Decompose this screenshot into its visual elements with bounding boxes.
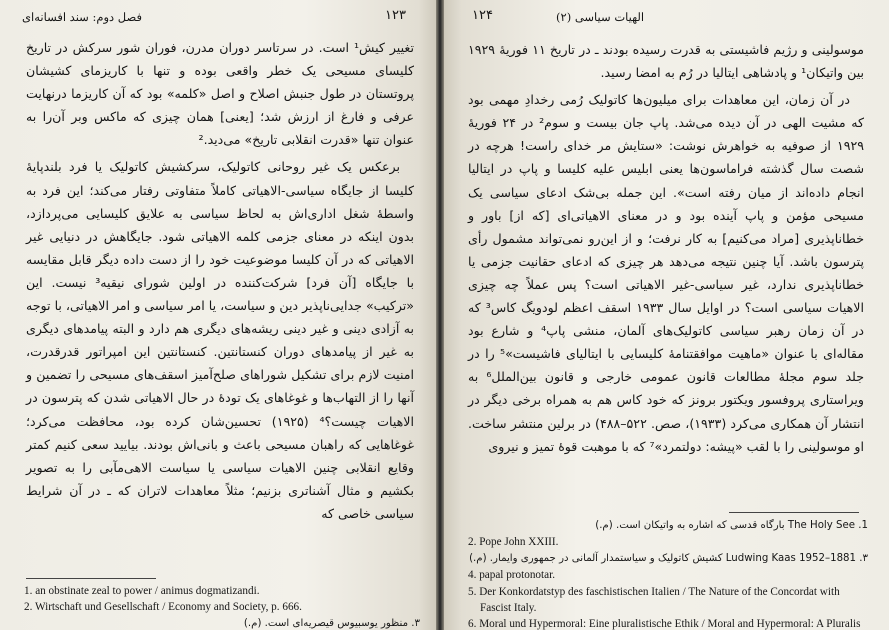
left-paragraph-1: تغییر کیش¹ است. در سرتاسر دوران مدرن، فوران شور سرکش در تاریخ کلیسای مسیحی یک خطر واقعی بوده و تنها با کاریزمای کشیشان پروتستان در طول جنبش اصلاح و اصل «کلمه» بود که آن کاریزما درنهایت عرفی و فارغ از ارزش شد؛ [یعنی] همان چیزی که ماکس وبر آن‌را به عنوان تنها «قدرت انقلابی تاریخ» می‌دید.² xyxy=(26,40,414,148)
left-footnotes xyxy=(24,583,420,630)
left-footnote-3: ۳. منظور یوسبیوس قیصریه‌ای است. (م.) xyxy=(243,617,420,629)
right-footnote-6: 6. Moral und Hypermoral: Eine pluralistische Ethik / Moral and Hypermoral: A Pluralis xyxy=(468,618,861,630)
right-footnote-3: ۳. Ludwing Kaas 1952–1881 کشیش کاتولیک و سیاستمدار آلمانی در جمهوری وایمار. (م.) xyxy=(469,552,868,564)
right-footnote-4: 4. papal protonotar. xyxy=(468,569,555,582)
book-gutter xyxy=(436,0,444,630)
right-footnote-rule xyxy=(729,512,859,513)
left-running-title: فصل دوم: سند افسانه‌ای xyxy=(22,10,142,24)
left-paragraph-2: برعکس یک غیر روحانی کاتولیک، سرکشیش کاتولیک یا فرد بلندپایهٔ کلیسا از جایگاه سیاسی-الاهیاتی کاملاً متفاوتی رفتار می‌کند؛ این فرد به واسطهٔ شغل اداری‌اش به لحاظ سیاسی به علایق کلیسایی می‌پردازد، بدون اینکه در معنای جزمی کلمه الاهیاتی شود. جایگاهش در دنیایی غیر الاهیاتی که در آن کلیسا موضوعیت خود را از دست داده دیگر قابل مقایسه با جایگاه [آن فرد] شرکت‌کننده در اولین شورای نیقیه³ نیست. این «ترکیب» جدایی‌ناپذیر دین و سیاست، یا امر سیاسی و امر الاهیاتی، با توجه به آزادی دینی و غیر دینی ریشه‌های دیگری هم دارد و البته پیامدهای دیگری به غیر از پیامدهای دوران کنستانتین. کنستانتین این امپراتور قدرقدرت، امنیت لازم برای تشکیل شوراهای صلح‌آمیز اسقف‌های مسیحی را تضمین و آنها را از التهاب‌ها و غوغاهای یک تودهٔ در حال الاهیاتی شدن که پترسون در الاهیات چیست؟⁴ (۱۹۲۵) تحسین‌شان کرده بود، محافظت می‌کرد؛ غوغاهایی که راهبان مسیحی باعث و بانی‌اش بودند. بیایید سعی کنیم کمتر وقایع انقلابی چنین الاهیات سیاسی یا سیاست الاهی‌مآبی را به تصویر بکشیم و مثال آشناتری بزنیم؛ مثلاً معاهدات لاتران که ـ در آن شرایط سیاسی خاصی که xyxy=(26,159,414,521)
left-body-text xyxy=(26,36,414,529)
right-footnotes xyxy=(468,518,868,630)
right-page-number: ۱۲۴ xyxy=(472,8,493,23)
left-footnote-1: 1. an obstinate zeal to power / animus dogmatizandi. xyxy=(24,585,260,597)
right-footnote-2: 2. Pope John XXIII. xyxy=(468,536,559,549)
right-footnote-5-continued: Fascist Italy. xyxy=(480,602,537,615)
right-paragraph-2: در آن زمان، این معاهدات برای میلیون‌ها کاتولیک رُمی رخدادِ مهمی بود که مشیت الهی در آن دیده می‌شد. پاپ جان بیست و سوم² در ۲۴ فوریهٔ ۱۹۲۹ از صوفیه به خواهرش نوشت: «ستایش مر خدای راست! هرچه در شصت سال گذشته فراماسون‌ها یعنی ابلیس علیه کلیسا و پاپ در ایتالیا انجام داده‌اند از میان رفته است». این جمله بی‌شک ادعای سیاسی یک مسیحی مؤمن و پاپ آینده بود و در معنای الاهیاتی‌ای [که از] باور و خطاناپذیری [مراد می‌کنیم] به کار نرفت؛ و از این‌رو نمی‌تواند مشمول رأی پترسون باشد. آیا چنین نتیجه می‌دهد هر چیزی که ادعای حقانیت جزمی یا خطاناپذیری ندارد، غیر سیاسی-غیر الاهیاتی است؟ پس عملاً چه چیزی الاهیات سیاسی است؟ در اوایل سال ۱۹۳۳ اسقف اعظم لودویگ کاس³ که در آن زمان رهبر سیاسی کاتولیک‌های آلمان، منشی پاپ⁴ و شارع بود مقاله‌ای با عنوان «ماهیت موافقتنامهٔ کلیسایی با ایتالیای فاشیست»⁵ را در جلد سوم مجلهٔ مطالعات قانون عمومی خارجی و قانون بین‌الملل⁶ به ویراستاری پروفسور ویکتور برونز که خود کاس هم به همراه برخی دیگر در انتشار آن همکاری می‌کرد (۱۹۳۳)، صص. ۵۲۲–۴۸۸) در برلین منتشر ساخت. او موسولینی را با لقب «پیشه: دولتمرد»⁷ که با موهبت قوهٔ تمیز و نیروی xyxy=(468,92,865,454)
left-footnote-rule xyxy=(26,578,156,579)
right-running-title: الهیات سیاسی (۲) xyxy=(556,10,645,24)
left-footnote-2: 2. Wirtschaft und Gesellschaft / Economy and Society, p. 666. xyxy=(24,601,302,614)
right-body-text xyxy=(468,38,864,462)
right-paragraph-1: موسولینی و رژیم فاشیستی به قدرت رسیده بودند ـ در تاریخ ۱۱ فوریهٔ ۱۹۲۹ بین واتیکان¹ و پادشاهی ایتالیا در رُم به امضا رسید. xyxy=(468,42,864,81)
right-footnote-5: 5. Der Konkordatstyp des faschistischen Italien / The Nature of the Concordat with xyxy=(468,585,840,598)
left-page xyxy=(0,0,436,630)
right-footnote-1: 1. The Holy See بارگاه قدسی که اشاره به واتیکان است. (م.) xyxy=(595,520,868,531)
right-page xyxy=(444,0,889,630)
left-page-number: ۱۲۳ xyxy=(385,8,406,23)
